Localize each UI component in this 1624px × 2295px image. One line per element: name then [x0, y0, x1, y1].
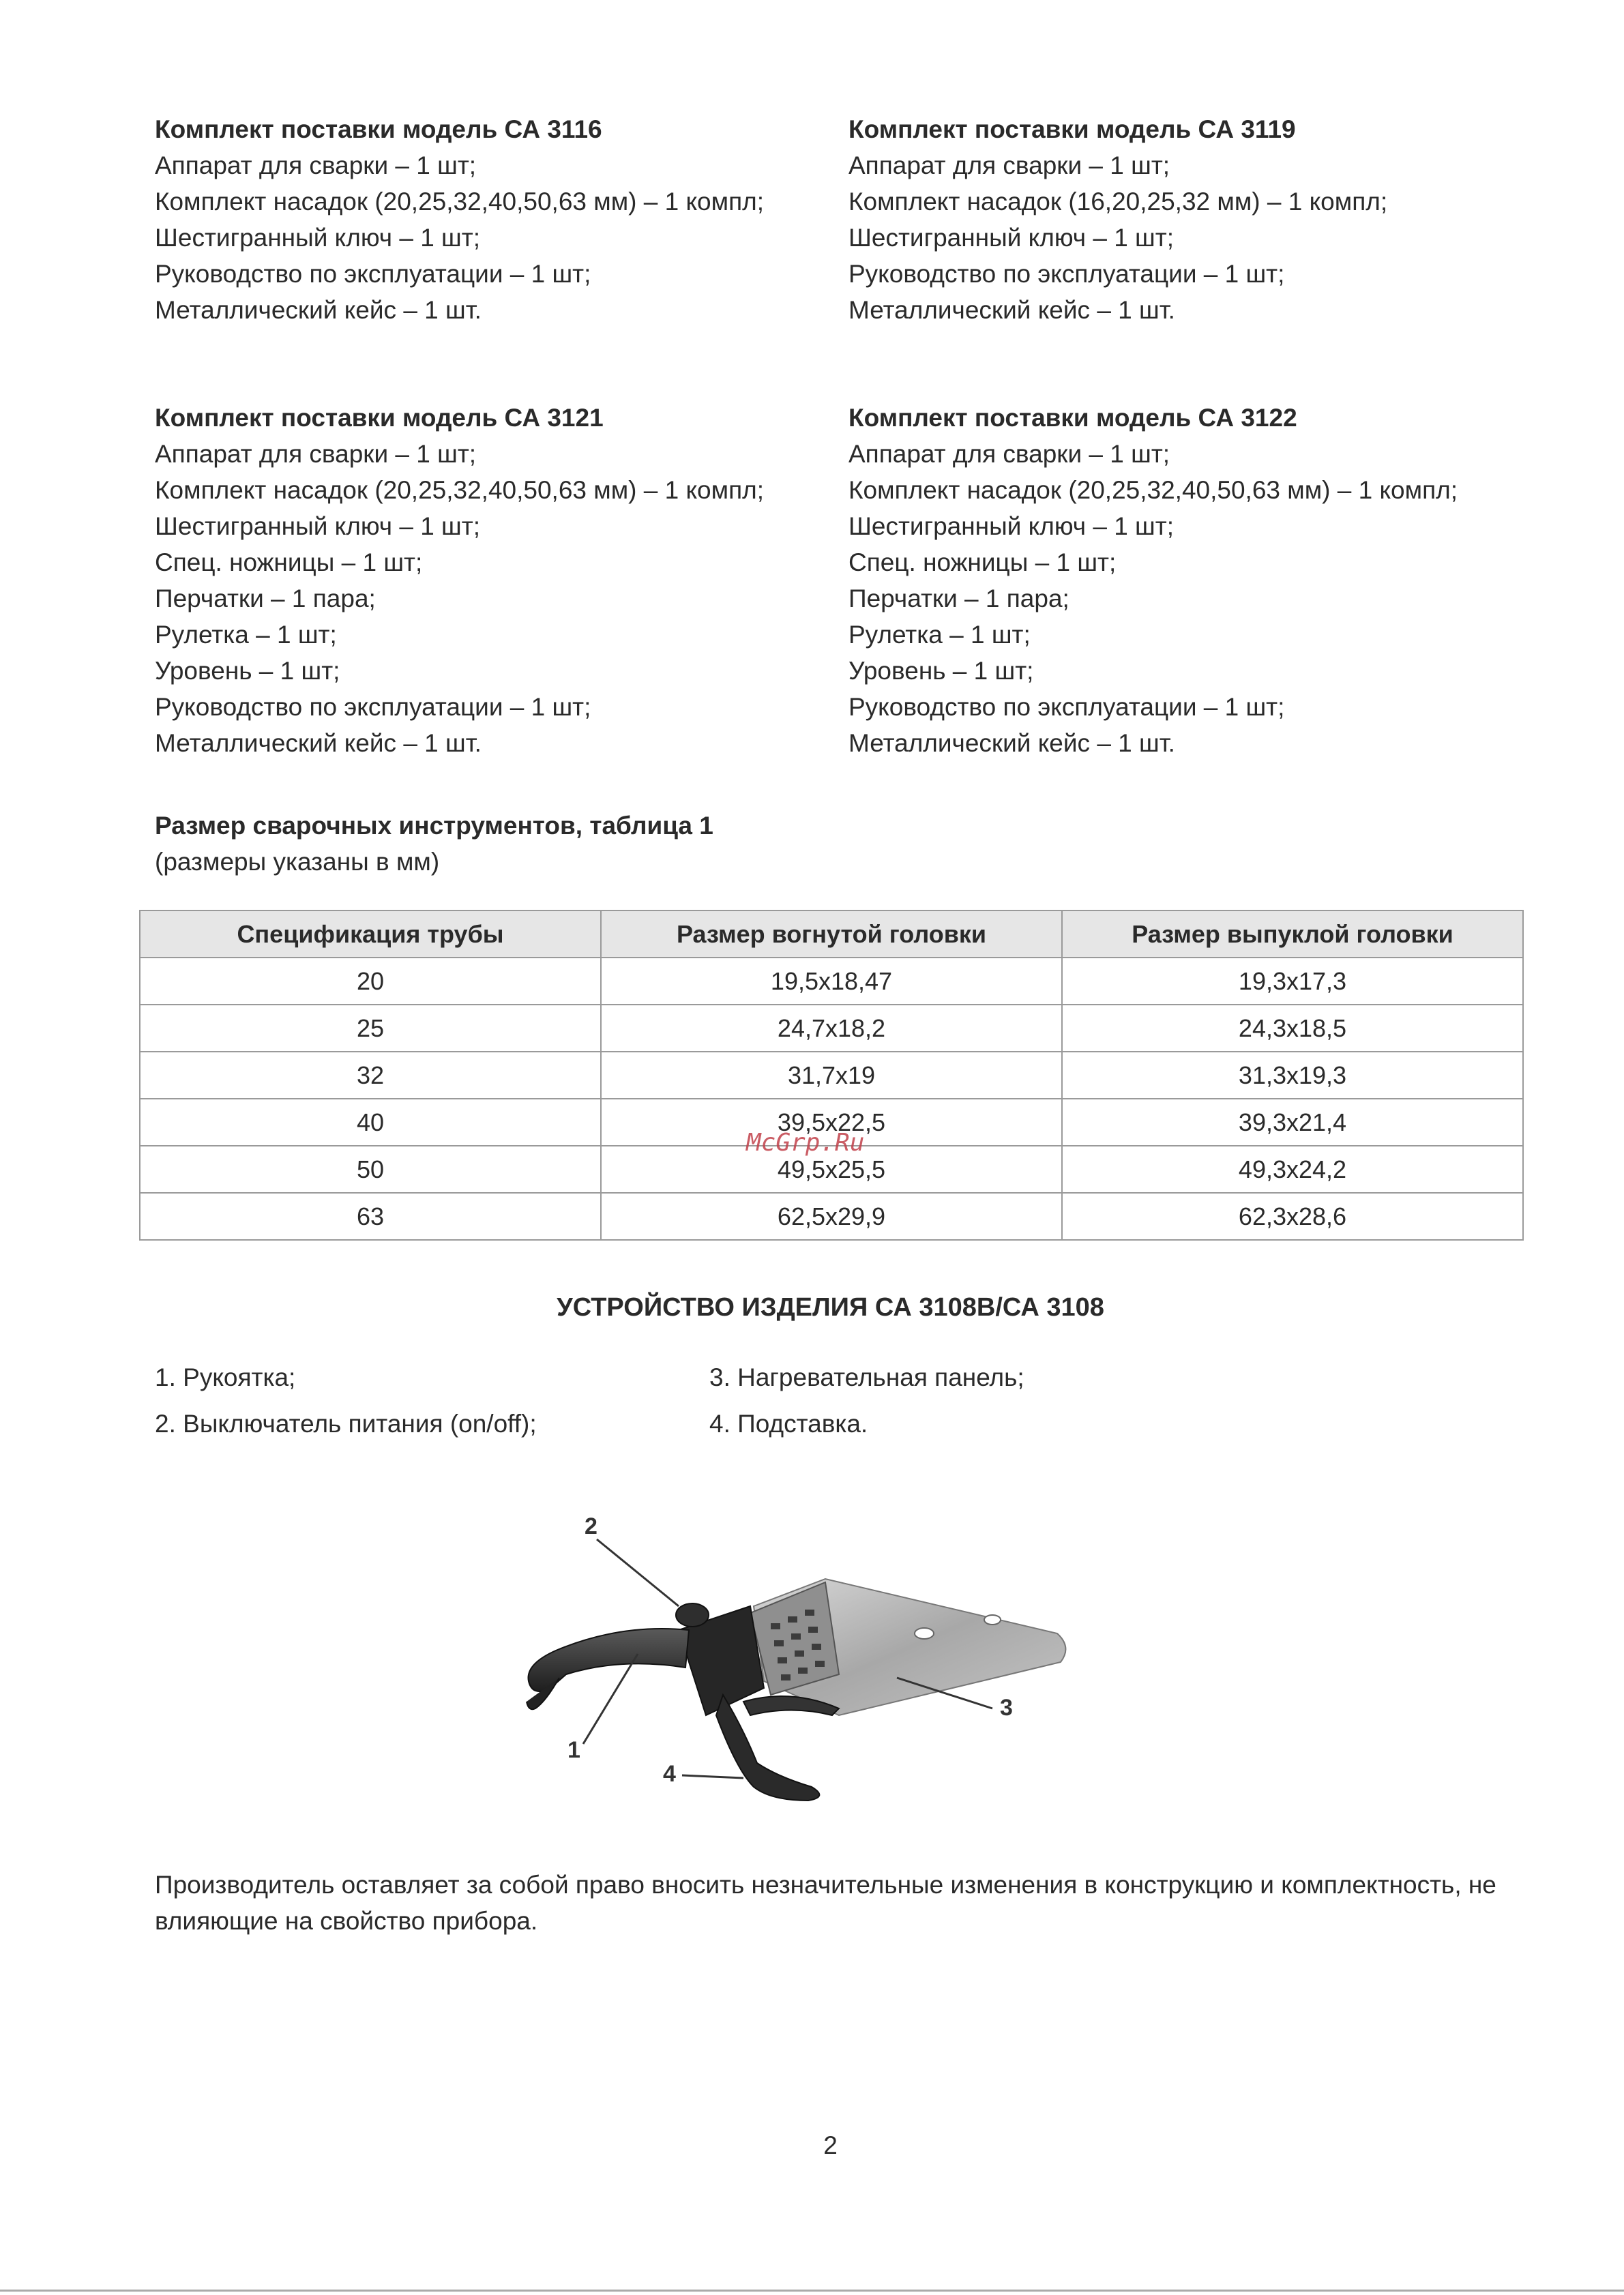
table-cell: 40 — [140, 1099, 601, 1146]
table-cell: 31,3x19,3 — [1062, 1052, 1523, 1099]
watermark: McGrp.Ru — [746, 1129, 865, 1157]
kit-item: Комплект насадок (16,20,25,32 мм) – 1 компл; — [848, 188, 1388, 216]
callout-label: 1 — [567, 1737, 580, 1763]
table-row — [140, 958, 1523, 1005]
column-header: Размер вогнутой головки — [601, 910, 1062, 958]
kit-item: Аппарат для сварки – 1 шт; — [848, 440, 1170, 468]
callout-label: 4 — [663, 1761, 676, 1787]
part-item: 3. Нагревательная панель; — [709, 1363, 1024, 1391]
parts-list-left — [155, 1354, 537, 1447]
table-row — [140, 1193, 1523, 1240]
kit-ca3119 — [848, 111, 1387, 328]
kit-ca3121 — [155, 400, 764, 761]
kit-item: Шестигранный ключ – 1 шт; — [848, 224, 1174, 252]
callout-label: 2 — [585, 1513, 597, 1539]
sizes-table — [139, 910, 1524, 1241]
kit-item: Металлический кейс – 1 шт. — [155, 729, 482, 757]
table-cell: 49,3x24,2 — [1062, 1146, 1523, 1193]
handle — [529, 1629, 690, 1691]
table-cell: 24,3x18,5 — [1062, 1005, 1523, 1052]
kit-item: Комплект насадок (20,25,32,40,50,63 мм) – 1 компл; — [848, 476, 1458, 504]
kit-item: Металлический кейс – 1 шт. — [155, 296, 482, 324]
kit-item: Руководство по эксплуатации – 1 шт; — [848, 260, 1285, 288]
kit-item: Спец. ножницы – 1 шт; — [848, 548, 1117, 576]
table-row — [140, 1005, 1523, 1052]
table-subtitle: (размеры указаны в мм) — [155, 848, 440, 876]
kit-item: Рулетка – 1 шт; — [155, 621, 337, 649]
kit-item: Спец. ножницы – 1 шт; — [155, 548, 423, 576]
kit-item: Шестигранный ключ – 1 шт; — [155, 224, 480, 252]
kit-item: Аппарат для сварки – 1 шт; — [155, 440, 477, 468]
table-cell: 19,5x18,47 — [601, 958, 1062, 1005]
part-item: 4. Подставка. — [709, 1410, 868, 1438]
kit-item: Руководство по эксплуатации – 1 шт; — [848, 693, 1285, 721]
table-cell: 24,7x18,2 — [601, 1005, 1062, 1052]
table-header-row — [140, 910, 1523, 958]
column-header: Спецификация трубы — [140, 910, 601, 958]
kit-title: Комплект поставки модель СА 3116 — [155, 115, 602, 143]
kit-title: Комплект поставки модель СА 3122 — [848, 404, 1297, 432]
kit-item: Аппарат для сварки – 1 шт; — [848, 151, 1170, 179]
kit-item: Уровень – 1 шт; — [848, 657, 1034, 685]
table-cell: 39,5x22,5 — [601, 1099, 1062, 1146]
kit-item: Рулетка – 1 шт; — [848, 621, 1031, 649]
table-cell: 50 — [140, 1146, 601, 1193]
kit-item: Металлический кейс – 1 шт. — [848, 729, 1175, 757]
table-cell: 19,3x17,3 — [1062, 958, 1523, 1005]
kit-item: Металлический кейс – 1 шт. — [848, 296, 1175, 324]
kit-ca3122 — [848, 400, 1458, 761]
kit-title: Комплект поставки модель СА 3119 — [848, 115, 1296, 143]
table-row — [140, 1052, 1523, 1099]
kit-item: Перчатки – 1 пара; — [155, 584, 376, 612]
kit-item: Шестигранный ключ – 1 шт; — [848, 512, 1174, 540]
part-item: 1. Рукоятка; — [155, 1363, 296, 1391]
kit-item: Уровень – 1 шт; — [155, 657, 340, 685]
kit-item: Руководство по эксплуатации – 1 шт; — [155, 693, 591, 721]
table-cell: 49,5x25,5 — [601, 1146, 1062, 1193]
kit-item: Комплект насадок (20,25,32,40,50,63 мм) – 1 компл; — [155, 188, 764, 216]
page-number: 2 — [823, 2131, 838, 2159]
table-cell: 32 — [140, 1052, 601, 1099]
welder-illustration — [518, 1511, 1091, 1838]
manufacturer-note: Производитель оставляет за собой право вносить незначительные изменения в конструкцию и комплектность, не влияющие на свойство прибора. — [155, 1871, 1496, 1935]
table-cell: 20 — [140, 958, 601, 1005]
table-cell: 25 — [140, 1005, 601, 1052]
parts-list-right — [709, 1354, 1024, 1447]
table-cell: 39,3x21,4 — [1062, 1099, 1523, 1146]
table-cell: 63 — [140, 1193, 601, 1240]
kit-item: Шестигранный ключ – 1 шт; — [155, 512, 480, 540]
kit-item: Руководство по эксплуатации – 1 шт; — [155, 260, 591, 288]
kit-cа3116 — [155, 111, 764, 328]
bottom-rule — [0, 2290, 1624, 2292]
table-cell: 62,3x28,6 — [1062, 1193, 1523, 1240]
welder-drawing — [518, 1511, 1091, 1838]
kit-item: Аппарат для сварки – 1 шт; — [155, 151, 477, 179]
kit-item: Перчатки – 1 пара; — [848, 584, 1069, 612]
table-cell: 62,5x29,9 — [601, 1193, 1062, 1240]
callout-label: 3 — [1000, 1695, 1013, 1721]
device-section-title: УСТРОЙСТВО ИЗДЕЛИЯ СА 3108В/СА 3108 — [557, 1293, 1104, 1322]
kit-item: Комплект насадок (20,25,32,40,50,63 мм) – 1 компл; — [155, 476, 764, 504]
power-switch — [676, 1603, 709, 1627]
kit-title: Комплект поставки модель СА 3121 — [155, 404, 604, 432]
table-title: Размер сварочных инструментов, таблица 1 — [155, 812, 713, 840]
table-cell: 31,7x19 — [601, 1052, 1062, 1099]
table-heading — [155, 808, 713, 880]
part-item: 2. Выключатель питания (on/off); — [155, 1410, 537, 1438]
column-header: Размер выпуклой головки — [1062, 910, 1523, 958]
